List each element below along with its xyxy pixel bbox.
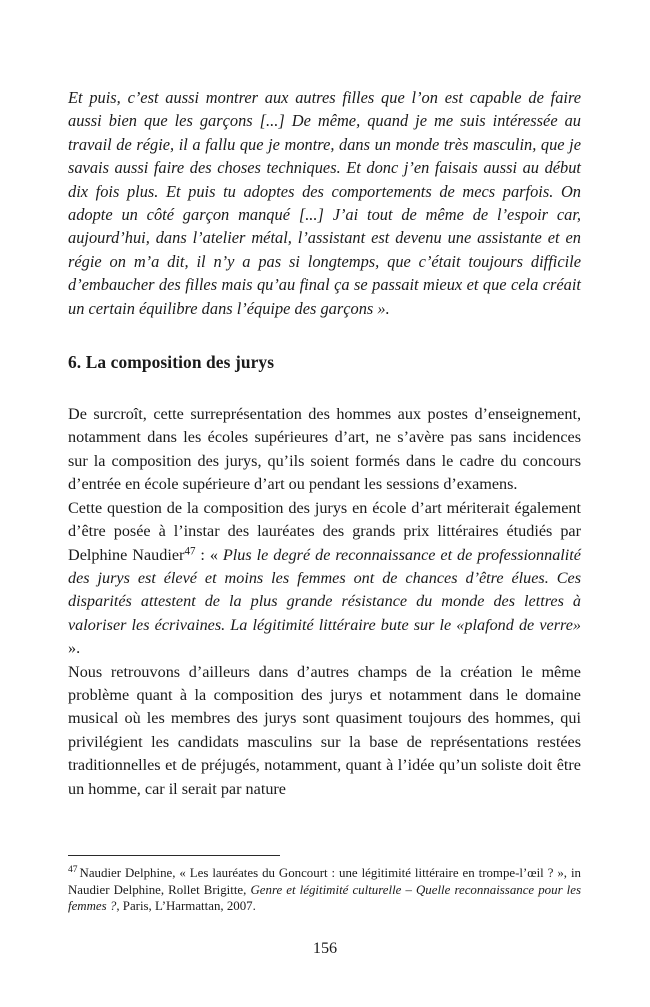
paragraph-surcroit: De surcroît, cette surreprésentation des hommes aux postes d’enseignement, notamment dans les écoles supérieures d’art, ne s’avère pas sans incidences sur la composition des jurys, qu’ils soient formés dans le cadre du concours d’entrée en école supérieure d’art ou pendant les sessions d’examens. xyxy=(68,405,581,494)
heading-top-spacer xyxy=(68,320,581,351)
quote-open-separator: : « xyxy=(195,545,223,564)
page-text-column xyxy=(68,86,581,801)
footnote-number: 47 xyxy=(68,864,78,876)
footnote-text-part2: , Paris, L’Harmattan, 2007. xyxy=(116,899,256,914)
interview-blockquote: Et puis, c’est aussi montrer aux autres filles que l’on est capable de faire aussi bien que les garçons [...] De même, quand je me suis intéressée au travail de régie, il a fallu que je montre, dans un monde très masculin, que je savais aussi faire des choses techniques. Et donc j’en faisais aussi au début dix fois plus. Et puis tu adoptes des comportements de mecs parfois. On adopte un côté garçon manqué [...] J’ai tout de même de l’espoir car, aujourd’hui, dans l’atelier métal, l’assistant est devenu une assistante et en régie on m’a dit, il n’y a pas si longtemps, que c’était toujours difficile d’embaucher des filles mais qu’au final ça se passait mieux et que cela créait un certain équilibre dans l’équipe des garçons ». xyxy=(68,88,581,318)
footnote-area xyxy=(68,855,581,915)
footnote-reference-47[interactable]: 47 xyxy=(184,544,196,557)
paragraph-naudier xyxy=(68,497,581,661)
paragraph-musical: Nous retrouvons d’ailleurs dans d’autres champs de la création le même problème quant à la composition des jurys et notamment dans le domaine musical où les membres des jurys sont quasiment toujours des hommes, qui privilégient les candidats masculins sur la base de représentations restées traditionnelles et de préjugés, notamment, quant à l’idée qu’un soliste doit être un homme, car il serait par nature xyxy=(68,662,581,798)
footnote-book-title: Genre et légitimité culturelle – Quelle reconnaissance pour les femmes ? xyxy=(68,882,581,914)
paragraph-naudier-lead: Cette question de la composition des jurys en école d’art mériterait également d’être posée à l’instar des lauréates des grands prix littéraires étudiés par Delphine Naudier xyxy=(68,498,581,564)
quote-close-separator: ». xyxy=(68,639,81,658)
footnote-separator-rule xyxy=(68,855,280,856)
naudier-quotation: Plus le degré de reconnaissance et de professionnalité des jurys est élevé et moins les femmes ont de chances d’être élues. Ces disparités attestent de la plus grande résistance du monde des lettres à valoriser les écrivaines. La légitimité littéraire bute sur le «plafond de verre» xyxy=(68,545,581,634)
heading-bottom-spacer xyxy=(68,373,581,403)
footnote-47 xyxy=(68,865,581,915)
section-heading: 6. La composition des jurys xyxy=(68,352,275,373)
footnote-text-part1: Naudier Delphine, « Les lauréates du Goncourt : une légitimité littéraire en trompe-l’œil ? », in Naudier Delphine, Rollet Brigitte, xyxy=(68,866,581,897)
page-number: 156 xyxy=(312,939,338,957)
